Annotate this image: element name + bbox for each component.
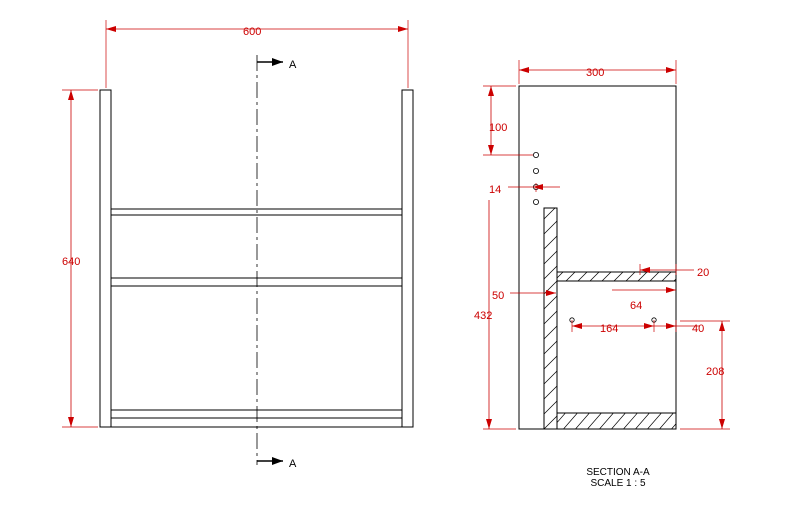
hole-1 [533,152,538,157]
arrowhead-64 [666,287,676,293]
arrowhead-right-300 [666,67,676,73]
front-view-geometry [100,90,413,427]
view-caption [563,467,673,489]
arrowhead-164-left [572,323,582,329]
left-post [100,90,111,427]
arrowhead-right-600 [398,26,408,32]
shelf-member [557,272,676,281]
dim-label-50: 50 [492,290,505,302]
view-caption-scale: SCALE 1 : 5 [590,478,646,489]
upper-shelf [111,209,402,215]
arrowhead-40 [666,323,676,329]
dimension-64 [612,287,676,293]
arrowhead-208-bottom [719,419,725,429]
arrowhead-164-right [644,323,654,329]
arrowhead-bottom-640 [68,417,74,427]
arrowhead-left-600 [106,26,116,32]
section-view-geometry [519,86,700,473]
arrowhead-bottom-100 [488,145,494,155]
dim-label-300: 300 [586,67,605,79]
dim-label-40: 40 [692,323,705,335]
dim-label-20: 20 [697,267,710,279]
arrowhead-top-640 [68,90,74,100]
dim-label-432: 432 [474,310,493,322]
dim-label-64: 64 [630,300,643,312]
section-label-top: A [289,59,297,71]
dim-label-14: 14 [489,184,502,196]
dim-label-164: 164 [600,323,619,335]
arrowhead-top-100 [488,86,494,96]
section-arrowhead-top [272,58,283,66]
section-arrowhead-bottom [272,457,283,465]
right-post [402,90,413,427]
hole-2 [533,168,538,173]
section-label-bottom: A [289,458,297,470]
dim-label-208: 208 [706,366,725,378]
dim-label-600: 600 [243,26,262,38]
section-cut-line [257,55,283,465]
view-caption-title: SECTION A-A [586,467,650,478]
dim-label-640: 640 [62,256,81,268]
arrowhead-208-top [719,321,725,331]
middle-shelf [111,278,402,286]
dim-label-100: 100 [489,122,508,134]
arrowhead-left-300 [519,67,529,73]
arrowhead-432-bottom [486,419,492,429]
section-outer-outline [519,86,676,429]
hole-4 [533,199,538,204]
vertical-member [544,208,557,429]
lower-rail [111,410,402,418]
